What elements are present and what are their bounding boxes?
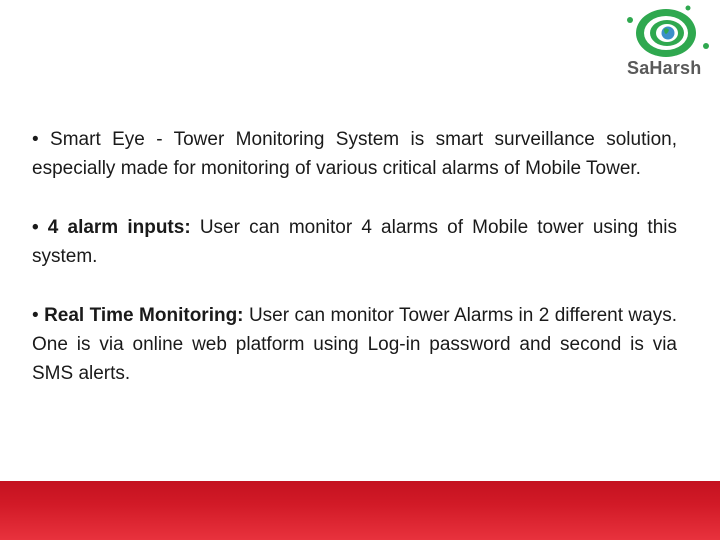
footer-band xyxy=(0,481,720,540)
paragraph-lead: Real Time Monitoring: xyxy=(44,305,244,326)
saharsh-logo-icon xyxy=(624,4,712,62)
bullet-mark: • xyxy=(32,129,39,150)
logo-wordmark: SaHarsh xyxy=(627,58,702,78)
bullet-paragraph-overview xyxy=(32,125,677,183)
paragraph-text: User can monitor Tower Alarms in 2 different ways. One is via online web platform using Log-in password and second is via SMS alerts. xyxy=(32,305,677,384)
slide-content xyxy=(32,125,677,418)
company-logo xyxy=(624,4,712,80)
paragraph-text: User can monitor 4 alarms of Mobile tower using this system. xyxy=(32,217,677,267)
paragraph-lead: 4 alarm inputs: xyxy=(47,217,191,238)
bullet-mark: • xyxy=(32,217,39,238)
bullet-paragraph-alarm-inputs xyxy=(32,213,677,271)
bullet-mark: • xyxy=(32,305,39,326)
paragraph-text: Smart Eye - Tower Monitoring System is smart surveillance solution, especially made for monitoring of various critical alarms of Mobile Tower. xyxy=(32,129,677,179)
bullet-paragraph-real-time xyxy=(32,301,677,388)
